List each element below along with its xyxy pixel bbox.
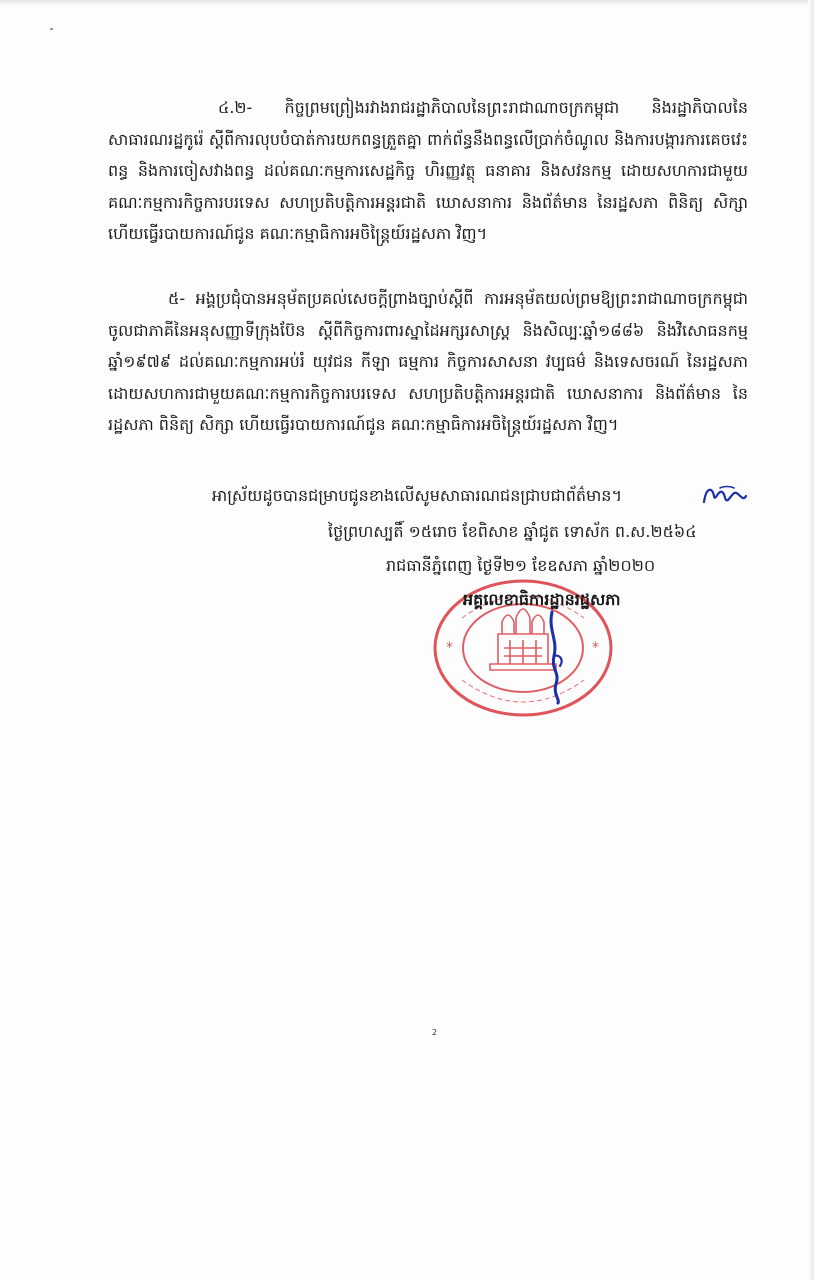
paragraph-4-2	[108, 92, 748, 250]
scan-top-edge	[0, 0, 814, 6]
office-title: អគ្គលេខាធិការដ្ឋានរដ្ឋសភា	[463, 590, 621, 609]
svg-text:*: *	[446, 640, 453, 656]
scan-speck	[50, 28, 53, 30]
handwritten-initials	[700, 482, 748, 508]
paragraph-5-text: ៥- អង្គប្រជុំបានអនុម័តប្រគល់សេចក្តីព្រាងច្បាប់ស្តីពី ការអនុម័តយល់ព្រមឱ្យព្រះរាជាណាចក្រកម្ពុជា ចូលជាភាគីនៃអនុសញ្ញាទីក្រុងប៊ែន ស្តីពីកិច្ចការពារស្នាដៃអក្សរសាស្ត្រ និងសិល្បៈឆ្នាំ១៨៨៦ និងវិសោធនកម្មឆ្នាំ១៩៧៩ ដល់គណៈកម្មការអប់រំ យុវជន កីឡា ធម្មការ កិច្ចការសាសនា វប្បធម៌ និងទេសចរណ៍ នៃរដ្ឋសភា ដោយសហការជាមួយគណៈកម្មការកិច្ចការបរទេស សហប្រតិបត្តិការអន្តរជាតិ ឃោសនាការ និងព័ត៌មាន នៃរដ្ឋសភា ពិនិត្យ សិក្សា ហើយធ្វើរបាយការណ៍ជូន គណៈកម្មាធិការអចិន្ត្រៃយ៍រដ្ឋសភា វិញ។	[108, 289, 748, 434]
paragraph-4-2-text: ៤.២- កិច្ចព្រមព្រៀងរវាងរាជរដ្ឋាភិបាលនៃព្រះរាជាណាចក្រកម្ពុជា និងរដ្ឋាភិបាលនៃសាធារណរដ្ឋកូរ៉េ ស្តីពីការលុបបំបាត់ការយកពន្ធត្រួតគ្នា ពាក់ព័ន្ធនឹងពន្ធលើប្រាក់ចំណូល និងការបង្ការការគេចវេះពន្ធ និងការចៀសវាងពន្ធ ដល់គណៈកម្មការសេដ្ឋកិច្ច ហិរញ្ញវត្ថុ ធនាគារ និងសវនកម្ម ដោយសហការជាមួយគណៈកម្មការកិច្ចការបរទេស សហប្រតិបត្តិការអន្តរជាតិ ឃោសនាការ និងព័ត៌មាន នៃរដ្ឋសភា ពិនិត្យ សិក្សា ហើយធ្វើរបាយការណ៍ជូន គណៈកម្មាធិការអចិន្ត្រៃយ៍រដ្ឋសភា វិញ។	[108, 98, 748, 243]
solar-date: រាជធានីភ្នំពេញ ថ្ងៃទី២១ ខែឧសភា ឆ្នាំ២០២០	[386, 556, 656, 575]
signature	[540, 610, 570, 705]
scan-right-edge	[808, 0, 814, 1280]
svg-text:*: *	[592, 640, 599, 656]
lunar-date: ថ្ងៃព្រហស្បតិ៍ ១៥រោច ខែពិសាខ ឆ្នាំជូត ទោស័ក ព.ស.២៥៦៤	[328, 522, 697, 541]
page-number: 2	[432, 1028, 438, 1037]
paragraph-5	[108, 283, 748, 441]
closing-line: អាស្រ័យដូចបានជម្រាបជូនខាងលើសូមសាធារណជនជ្រាបជាព័ត៌មាន។	[212, 486, 622, 505]
